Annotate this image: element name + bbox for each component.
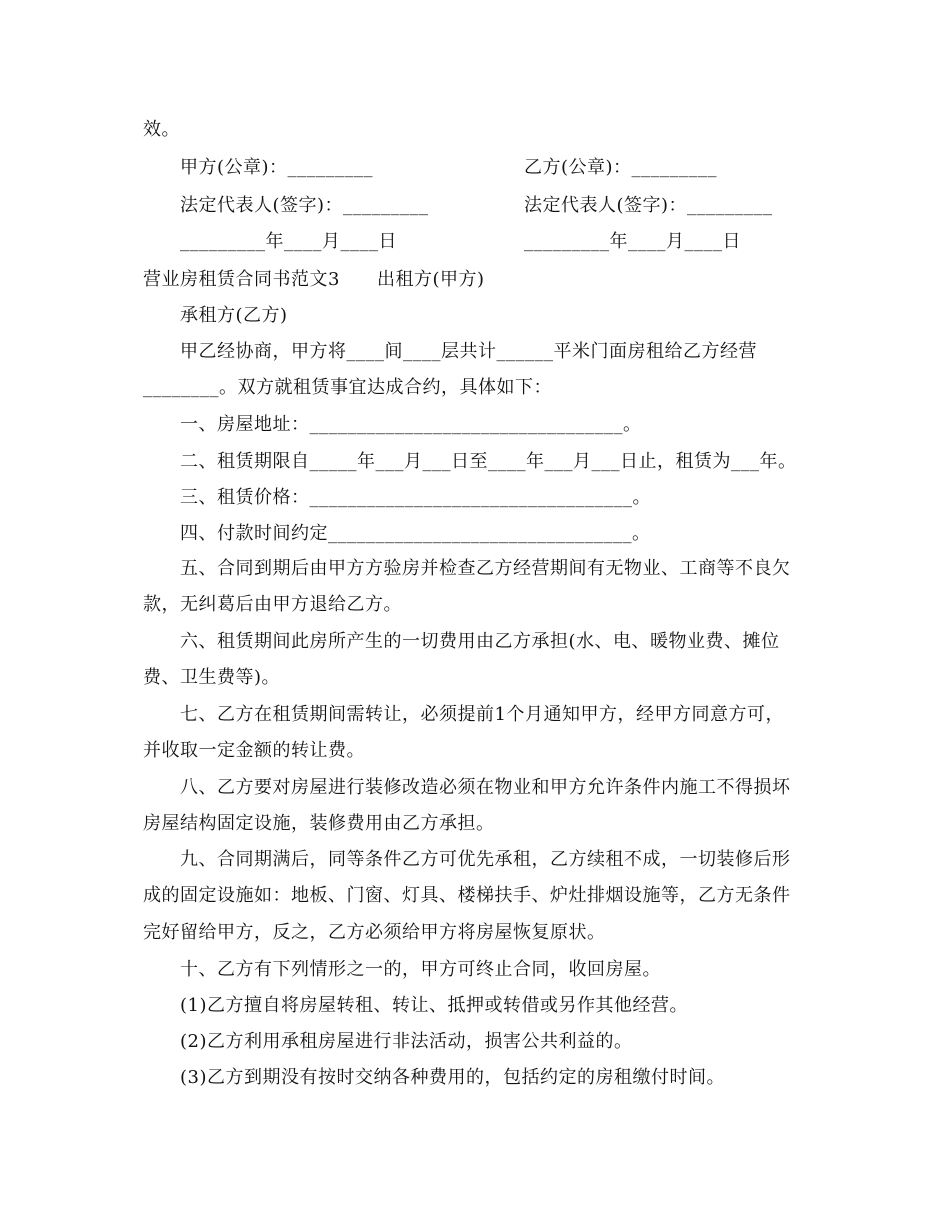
clause-9: 九、合同期满后，同等条件乙方可优先承租，乙方续租不成，一切装修后形 <box>180 849 791 870</box>
text-line: 并收取一定金额的转让费。 <box>143 740 365 761</box>
text-line: 房屋结构固定设施，装修费用由乙方承担。 <box>143 813 495 834</box>
text-line: 款，无纠葛后由甲方退给乙方。 <box>143 594 402 615</box>
clause-2: 二、租赁期限自_____年___月___日至____年___月___日止，租赁为___年。 <box>180 451 797 472</box>
party-a-seal-line: 甲方(公章)：_________ <box>180 157 374 178</box>
sub-clause-3: (3)乙方到期没有按时交纳各种费用的，包括约定的房租缴付时间。 <box>180 1067 725 1088</box>
clause-10: 十、乙方有下列情形之一的，甲方可终止合同，收回房屋。 <box>180 959 661 980</box>
clause-7: 七、乙方在租赁期间需转让，必须提前1个月通知甲方，经甲方同意方可， <box>180 704 784 725</box>
party-b-date-line: _________年____月____日 <box>524 231 741 252</box>
sub-clause-1: (1)乙方擅自将房屋转租、转让、抵押或转借或另作其他经营。 <box>180 995 688 1016</box>
text-line: 费、卫生费等)。 <box>143 667 281 688</box>
party-a-date-line: _________年____月____日 <box>180 231 397 252</box>
text-line: 效。 <box>143 119 180 140</box>
clause-6: 六、租赁期间此房所产生的一切费用由乙方承担(水、电、暖物业费、摊位 <box>180 631 780 652</box>
clause-1: 一、房屋地址：_________________________________。 <box>180 414 642 435</box>
clause-8: 八、乙方要对房屋进行装修改造必须在物业和甲方允许条件内施工不得损坏 <box>180 777 791 798</box>
contract-heading-line: 营业房租赁合同书范文3 出租方(甲方) <box>143 269 485 290</box>
text-line: 承租方(乙方) <box>180 305 288 326</box>
party-b-representative-line: 法定代表人(签字)：_________ <box>524 195 773 216</box>
text-line: 甲乙经协商，甲方将____间____层共计______平米门面房租给乙方经营 <box>180 341 757 362</box>
party-a-representative-line: 法定代表人(签字)：_________ <box>180 195 429 216</box>
clause-3: 三、租赁价格：__________________________________。 <box>180 487 651 508</box>
text-line: 完好留给甲方，反之，乙方必须给甲方将房屋恢复原状。 <box>143 922 606 943</box>
clause-5: 五、合同到期后由甲方方验房并检查乙方经营期间有无物业、工商等不良欠 <box>180 558 791 579</box>
sub-clause-2: (2)乙方利用承租房屋进行非法活动，损害公共利益的。 <box>180 1031 633 1052</box>
text-line: 成的固定设施如：地板、门窗、灯具、楼梯扶手、炉灶排烟设施等，乙方无条件 <box>143 885 791 906</box>
text-line: ________。双方就租赁事宜达成合约，具体如下： <box>143 377 552 398</box>
party-b-seal-line: 乙方(公章)：_________ <box>524 157 718 178</box>
clause-4: 四、付款时间约定________________________________。 <box>180 523 651 544</box>
